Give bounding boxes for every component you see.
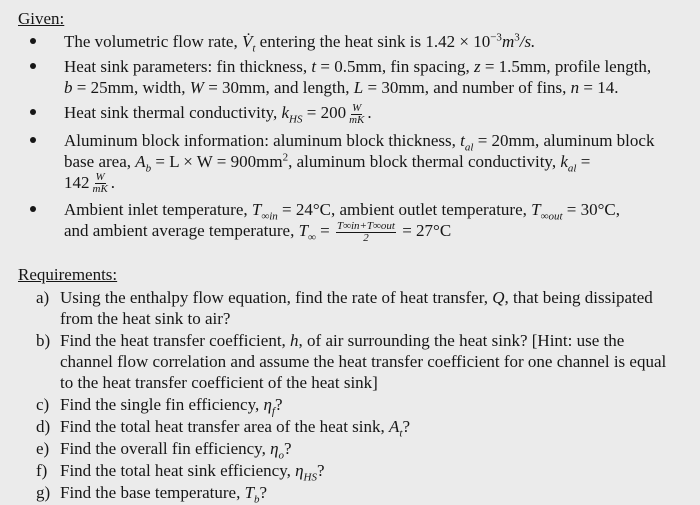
variable-subscript: ∞out bbox=[540, 210, 563, 223]
given-text: base area, bbox=[64, 151, 136, 171]
exponent: 2 bbox=[282, 150, 289, 163]
given-text: = 0.5mm, fin spacing, bbox=[316, 57, 474, 76]
variable: k bbox=[281, 103, 290, 122]
requirements-list bbox=[18, 287, 690, 503]
given-list bbox=[18, 31, 690, 244]
given-text: , aluminum block thermal conductivity, bbox=[288, 151, 561, 171]
requirement-item bbox=[36, 330, 690, 393]
variable-subscript: al bbox=[567, 161, 577, 174]
given-text: Heat sink parameters: fin thickness, bbox=[64, 57, 312, 76]
exponent: −3 bbox=[490, 31, 502, 44]
fraction-numerator: T∞in+T∞out bbox=[336, 219, 395, 232]
fraction-numerator: W bbox=[352, 101, 362, 114]
variable-subscript: HS bbox=[289, 113, 303, 126]
exponent: 3 bbox=[514, 31, 520, 44]
requirement-item bbox=[36, 416, 690, 440]
variable: k bbox=[560, 151, 568, 171]
given-text: . bbox=[367, 103, 372, 122]
given-text: = 25mm, width, bbox=[72, 78, 190, 97]
unit-symbol: m bbox=[501, 32, 515, 51]
variable: n bbox=[570, 78, 580, 97]
variable-subscript: al bbox=[464, 140, 474, 153]
requirement-text: , of air surrounding the heat sink? [Hint: use the bbox=[298, 330, 625, 350]
fraction-denominator: 2 bbox=[363, 231, 369, 244]
variable: T bbox=[251, 200, 262, 220]
given-text: = 20mm, aluminum block bbox=[473, 130, 655, 150]
given-text: = 200 bbox=[302, 103, 347, 122]
given-text: Ambient inlet temperature, bbox=[64, 200, 252, 220]
requirement-letter: b) bbox=[36, 330, 51, 350]
variable: T bbox=[531, 200, 541, 220]
requirement-letter: e) bbox=[36, 438, 50, 458]
variable: t bbox=[460, 130, 465, 150]
given-item-thermal-conductivity bbox=[64, 102, 690, 126]
variable: T bbox=[298, 221, 309, 241]
unit-fraction bbox=[92, 172, 109, 195]
unit-fraction bbox=[348, 103, 365, 126]
requirement-text: Find the base temperature, bbox=[60, 482, 245, 502]
requirement-item bbox=[36, 482, 690, 505]
given-item-heat-sink-parameters bbox=[64, 56, 690, 98]
variable: η bbox=[295, 460, 304, 480]
bullet-icon bbox=[30, 137, 36, 143]
given-text: = bbox=[576, 151, 591, 171]
requirement-item bbox=[36, 460, 690, 484]
bullet-icon bbox=[30, 38, 36, 44]
variable-subscript: f bbox=[271, 405, 275, 418]
variable: T bbox=[244, 482, 255, 502]
bullet-icon bbox=[30, 63, 36, 69]
requirement-text: Find the total heat sink efficiency, bbox=[60, 460, 296, 480]
given-text: = 30mm, and number of fins, bbox=[363, 78, 571, 97]
fraction-denominator: mK bbox=[92, 183, 108, 196]
requirement-text: Find the heat transfer coefficient, bbox=[60, 330, 291, 350]
requirement-text: to the heat transfer coefficient of the heat sink] bbox=[60, 372, 378, 392]
requirement-item bbox=[36, 438, 690, 462]
given-text: = bbox=[315, 221, 334, 241]
requirement-item bbox=[36, 287, 690, 329]
variable: L bbox=[353, 78, 364, 97]
requirement-text: from the heat sink to air? bbox=[60, 308, 231, 328]
given-text: Aluminum block information: aluminum block thickness, bbox=[64, 130, 461, 150]
variable: η bbox=[270, 438, 279, 458]
requirement-letter: d) bbox=[36, 416, 51, 436]
requirement-text: Find the total heat transfer area of the heat sink, bbox=[60, 416, 390, 436]
requirement-text: Find the overall fin efficiency, bbox=[60, 438, 271, 458]
variable-subscript: b bbox=[254, 493, 260, 505]
requirements-heading: Requirements: bbox=[18, 264, 118, 284]
given-text: Heat sink thermal conductivity, bbox=[64, 103, 282, 122]
requirements-section bbox=[18, 264, 690, 503]
requirement-item bbox=[36, 394, 690, 418]
unit-symbol: /s. bbox=[519, 32, 536, 51]
variable-subscript: b bbox=[145, 161, 152, 174]
requirement-letter: a) bbox=[36, 287, 50, 307]
variable-subscript: o bbox=[278, 449, 285, 462]
flow-rate-symbol: V̇ bbox=[241, 32, 253, 51]
variable: h bbox=[290, 330, 299, 350]
variable-subscript: ∞ bbox=[308, 231, 316, 244]
given-text: = 30mm, and length, bbox=[203, 78, 354, 97]
requirement-text: Find the single fin efficiency, bbox=[60, 394, 264, 414]
given-text: = 24°C, ambient outlet temperature, bbox=[277, 200, 532, 220]
requirement-letter: f) bbox=[36, 460, 48, 480]
variable-subscript: HS bbox=[303, 471, 317, 484]
requirement-text: channel flow correlation and assume the heat transfer coefficient for one channel is equal bbox=[60, 351, 667, 371]
given-heading: Given: bbox=[18, 9, 65, 28]
variable: η bbox=[263, 394, 272, 414]
given-text: The volumetric flow rate, bbox=[64, 32, 242, 51]
given-text: = L × W = 900mm bbox=[151, 151, 283, 171]
given-text: = 1.5mm, profile length, bbox=[480, 57, 652, 76]
bullet-icon bbox=[30, 206, 36, 212]
given-text: = 30°C, bbox=[562, 200, 620, 220]
requirement-text: ? bbox=[317, 460, 325, 480]
variable: b bbox=[64, 78, 73, 97]
given-text: . bbox=[110, 172, 116, 192]
variable: A bbox=[389, 416, 400, 436]
given-item-aluminum-block bbox=[64, 130, 690, 196]
average-temperature-fraction bbox=[336, 221, 396, 244]
requirement-text: ? bbox=[274, 394, 283, 414]
given-item-ambient-temperature bbox=[64, 199, 690, 244]
requirement-letter: g) bbox=[36, 482, 51, 502]
variable: W bbox=[189, 78, 204, 97]
variable: A bbox=[135, 151, 146, 171]
requirement-text: ? bbox=[284, 438, 292, 458]
given-text: 142 bbox=[64, 172, 90, 192]
variable: z bbox=[473, 57, 481, 76]
requirement-text: , that being dissipated bbox=[504, 287, 653, 307]
variable: Q bbox=[492, 287, 505, 307]
requirement-letter: c) bbox=[36, 394, 50, 414]
given-text: and ambient average temperature, bbox=[64, 221, 299, 241]
given-text: = 27°C bbox=[397, 221, 452, 241]
variable-subscript: ∞in bbox=[261, 210, 278, 223]
fraction-denominator: mK bbox=[349, 113, 365, 126]
requirement-text: ? bbox=[402, 416, 411, 436]
fraction-numerator: W bbox=[95, 171, 105, 184]
bullet-icon bbox=[30, 109, 36, 115]
requirement-text: ? bbox=[259, 482, 268, 502]
given-item-flow-rate bbox=[64, 31, 690, 55]
given-text: = 14. bbox=[579, 78, 619, 97]
variable: t bbox=[311, 57, 317, 76]
variable-subscript: t bbox=[399, 427, 403, 440]
flow-rate-subscript: t bbox=[252, 42, 256, 55]
requirement-text: Using the enthalpy flow equation, find the rate of heat transfer, bbox=[60, 287, 493, 307]
given-text: entering the heat sink is 1.42 × 10 bbox=[255, 32, 491, 51]
